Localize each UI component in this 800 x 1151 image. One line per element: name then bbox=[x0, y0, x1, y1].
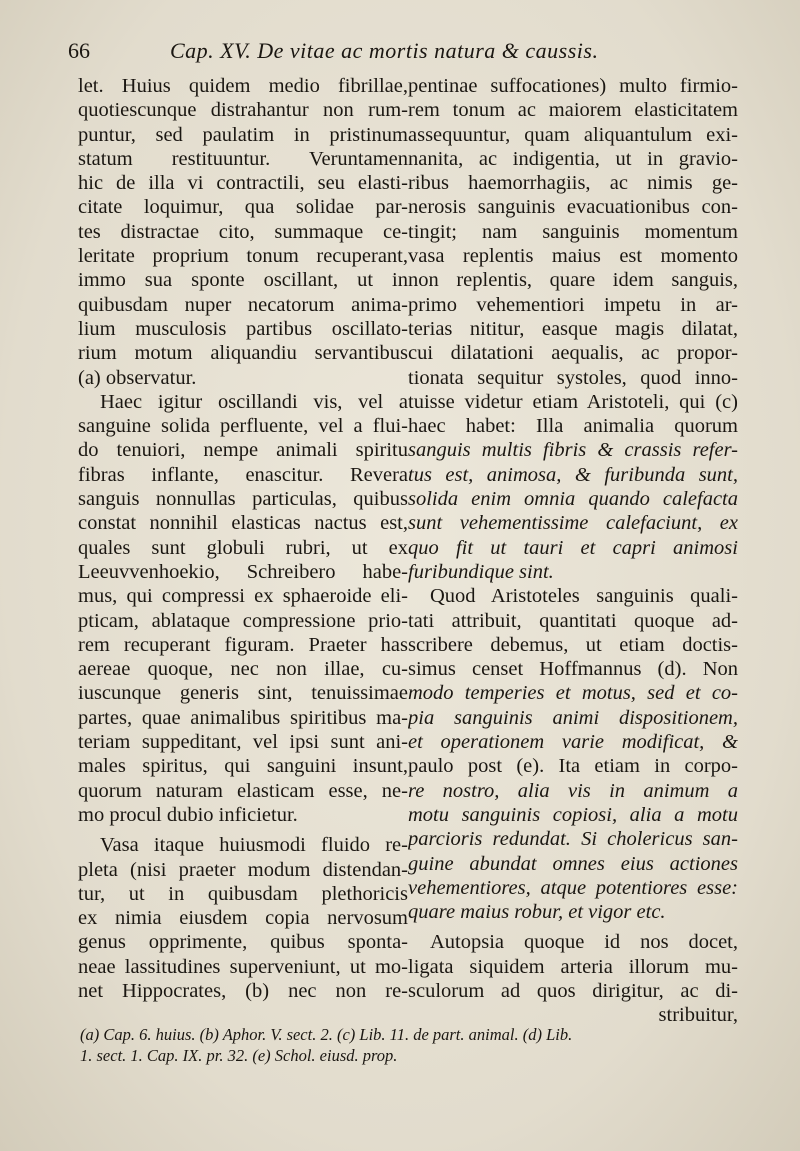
text-line: primo vehementiori impetu in ar- bbox=[408, 293, 738, 316]
text-line: tus est, animosa, & furibunda sunt, bbox=[408, 463, 738, 486]
text-line: pia sanguinis animi dispositionem, bbox=[408, 706, 738, 729]
footnote-line: 1. sect. 1. Cap. IX. pr. 32. (e) Schol. eiusd. prop. bbox=[80, 1046, 398, 1065]
text-line: leritate proprium tonum recuperant, bbox=[78, 245, 408, 268]
text-line: iuscunque generis sint, tenuissimae bbox=[78, 682, 408, 705]
text-line: Autopsia quoque id nos docet, bbox=[430, 931, 738, 954]
text-line: parcioris redundat. Si cholericus san- bbox=[408, 828, 738, 851]
text-line: quibusdam nuper necatorum anima- bbox=[78, 293, 408, 316]
text-line: pticam, ablataque compressione prio- bbox=[78, 609, 408, 632]
text-line: terias nititur, easque magis dilatat, bbox=[408, 317, 738, 340]
text-line: sculorum ad quos dirigitur, ac di- bbox=[408, 979, 738, 1002]
text-line: tingit; nam sanguinis momentum bbox=[408, 220, 738, 243]
text-line: vehementiores, atque potentiores esse: bbox=[408, 876, 738, 899]
text-line: nanita, ac indigentia, ut in gravio- bbox=[408, 147, 738, 170]
text-line: Leeuvvenhoekio, Schreibero habe- bbox=[78, 560, 408, 583]
text-line: statum restituuntur. Veruntamen bbox=[78, 147, 408, 170]
text-line: cui dilatationi aequalis, ac propor- bbox=[408, 342, 738, 365]
page-number: 66 bbox=[68, 38, 90, 63]
text-line: tur, ut in quibusdam plethoricis bbox=[78, 882, 408, 905]
text-line: (a) observatur. bbox=[78, 366, 197, 389]
text-line: quo fit ut tauri et capri animosi bbox=[408, 536, 738, 559]
right-text-column bbox=[408, 74, 738, 1028]
text-line: et operationem varie modificat, & bbox=[408, 731, 738, 754]
text-line: Haec igitur oscillandi vis, vel a bbox=[100, 390, 408, 413]
text-line: guine abundat omnes eius actiones bbox=[408, 852, 738, 875]
text-line: nerosis sanguinis evacuationibus con- bbox=[408, 196, 738, 219]
text-line: vasa replentis maius est momento bbox=[408, 245, 738, 268]
text-line: motu sanguinis copiosi, alia a motu bbox=[408, 803, 738, 826]
text-line: puntur, sed paulatim in pristinum bbox=[78, 123, 408, 146]
text-line: rium motum aliquandiu servantibus bbox=[78, 342, 408, 365]
text-line: partes, quae animalibus spiritibus ma- bbox=[78, 706, 408, 729]
text-line: quorum naturam elasticam esse, ne- bbox=[78, 779, 408, 802]
footnote-line: (a) Cap. 6. huius. (b) Aphor. V. sect. 2. (c) Lib. 11. de part. animal. (d) Lib. bbox=[80, 1025, 573, 1044]
text-line: immo sua sponte oscillant, ut in bbox=[78, 269, 408, 292]
text-line: lium musculosis partibus oscillato- bbox=[78, 317, 408, 340]
text-line: citate loquimur, qua solidae par- bbox=[78, 196, 408, 219]
text-line: let. Huius quidem medio fibrillae, bbox=[78, 75, 408, 97]
text-line: hic de illa vi contractili, seu elasti- bbox=[78, 172, 408, 195]
text-line: furibundique sint. bbox=[408, 560, 554, 583]
text-line: rem tonum ac maiorem elasticitatem bbox=[408, 99, 738, 122]
text-line: sanguis multis fibris & crassis refer- bbox=[408, 439, 738, 462]
text-line: tionata sequitur systoles, quod inno- bbox=[408, 366, 738, 389]
text-line: modo temperies et motus, sed et co- bbox=[408, 682, 738, 705]
text-line: re nostro, alia vis in animum a bbox=[408, 779, 738, 802]
text-line: ligata siquidem arteria illorum mu- bbox=[408, 955, 738, 978]
text-line: quare maius robur, et vigor etc. bbox=[408, 901, 666, 924]
text-line: pleta (nisi praeter modum distendan- bbox=[78, 858, 408, 881]
text-line: neae lassitudines superveniunt, ut mo- bbox=[78, 955, 408, 978]
page-header bbox=[68, 34, 668, 64]
text-line: quales sunt globuli rubri, ut ex bbox=[78, 536, 408, 559]
text-line: haec habet: Illa animalia quorum bbox=[408, 415, 738, 438]
text-line: males spiritus, qui sanguini insunt, bbox=[78, 755, 408, 778]
text-line: scribere debemus, ut etiam doctis- bbox=[408, 633, 738, 656]
text-line: Quod Aristoteles sanguinis quali- bbox=[430, 585, 738, 608]
text-line: quotiescunque distrahantur non rum- bbox=[78, 99, 408, 122]
footnotes bbox=[80, 1024, 740, 1066]
left-text-column bbox=[78, 74, 408, 1003]
text-line: ribus haemorrhagiis, ac nimis ge- bbox=[408, 172, 738, 195]
text-line: mo procul dubio inficietur. bbox=[78, 803, 298, 826]
text-line: net Hippocrates, (b) nec non re- bbox=[78, 979, 408, 1002]
text-line: sunt vehementissime calefaciunt, ex bbox=[408, 512, 738, 535]
text-line: constat nonnihil elasticas nactus est, bbox=[78, 512, 408, 535]
text-line: stribuitur, bbox=[658, 1004, 738, 1027]
text-line: assequuntur, quam aliquantulum exi- bbox=[408, 123, 738, 146]
text-line: non replentis, quare idem sanguis, bbox=[408, 269, 738, 292]
text-line: do tenuiori, nempe animali spiritu bbox=[78, 439, 408, 462]
text-line: mus, qui compressi ex sphaeroide eli- bbox=[78, 585, 408, 608]
text-line: sanguis nonnullas particulas, quibus bbox=[78, 488, 408, 511]
text-line: genus opprimente, quibus sponta- bbox=[78, 931, 408, 954]
text-line: rem recuperant figuram. Praeter has bbox=[78, 633, 408, 656]
text-line: pentinae suffocationes) multo firmio- bbox=[408, 75, 738, 97]
text-line: solida enim omnia quando calefacta bbox=[408, 488, 738, 511]
text-line: ex nimia eiusdem copia nervosum bbox=[78, 907, 408, 930]
running-title: Cap. XV. De vitae ac mortis natura & caussis. bbox=[170, 38, 599, 63]
text-line: paulo post (e). Ita etiam in corpo- bbox=[408, 755, 738, 778]
text-line: sanguine solida perfluente, vel a flui- bbox=[78, 415, 408, 438]
text-line: teriam suppeditant, vel ipsi sunt ani- bbox=[78, 731, 408, 754]
text-line: fibras inflante, enascitur. Revera bbox=[78, 463, 408, 486]
text-line: tes distractae cito, summaque ce- bbox=[78, 220, 408, 243]
text-line: tati attribuit, quantitati quoque ad- bbox=[408, 609, 738, 632]
text-line: aereae quoque, nec non illae, cu- bbox=[78, 658, 408, 681]
text-line: simus censet Hoffmannus (d). Non bbox=[408, 658, 738, 681]
text-line: Vasa itaque huiusmodi fluido re- bbox=[100, 834, 408, 857]
text-line: tuisse videtur etiam Aristoteli, qui (c) bbox=[408, 390, 738, 413]
